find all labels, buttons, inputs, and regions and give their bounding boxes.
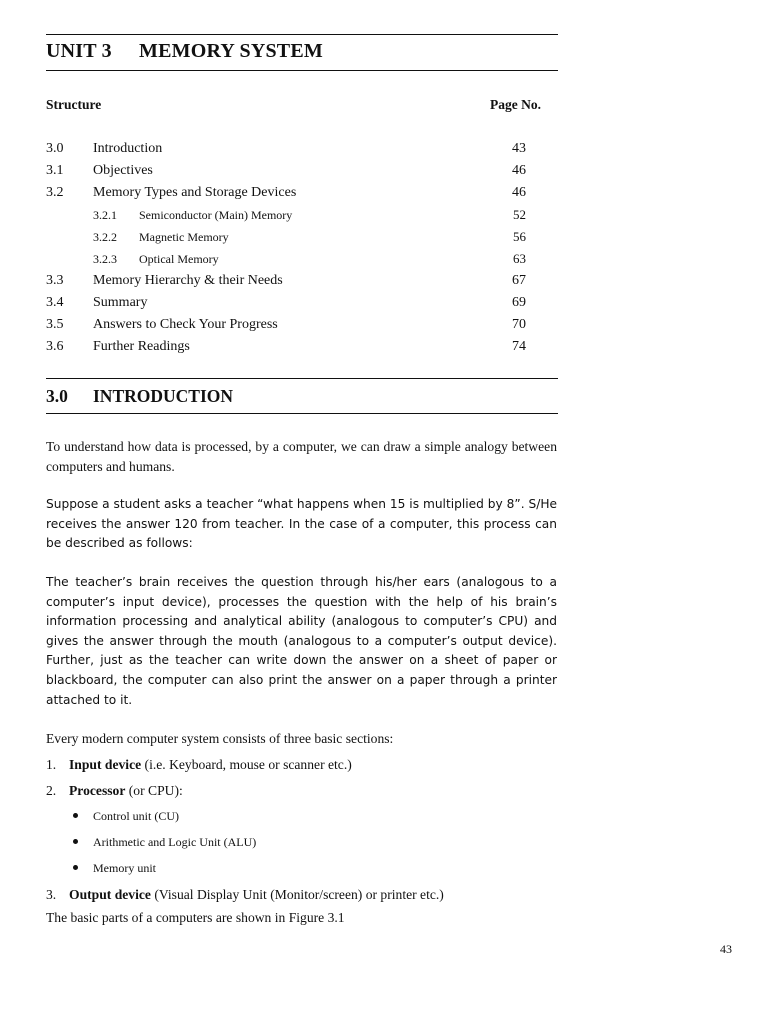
unit-title [46, 40, 323, 63]
toc-row-3-2-1[interactable] [46, 206, 526, 228]
paragraph-analogy: To understand how data is processed, by a computer, we can draw a simple analogy between computers and humans. [46, 439, 557, 474]
list-number: 2. [46, 783, 57, 799]
toc-number: 3.2.1 [93, 208, 117, 222]
toc-row-3-2-3[interactable] [46, 250, 526, 272]
toc-title: Further Readings [93, 339, 190, 354]
toc-page: 74 [512, 339, 526, 354]
bullet-item [69, 833, 557, 851]
toc-title: Memory Types and Storage Devices [93, 185, 297, 200]
toc-page: 46 [512, 163, 526, 178]
toc-row-3-1[interactable] [46, 162, 526, 184]
list-item-bold: Processor [69, 783, 126, 799]
section-bottom-rule [46, 413, 558, 414]
toc-number: 3.2.3 [93, 252, 117, 266]
bullet-item [69, 807, 557, 825]
introduction-body [46, 437, 557, 912]
list-item-bold: Input device [69, 756, 142, 772]
processor-parts-list [69, 807, 557, 877]
toc-number: 3.0 [46, 141, 64, 156]
toc-page: 56 [513, 229, 526, 244]
toc-page: 69 [512, 295, 526, 310]
section-title-text: INTRODUCTION [93, 386, 234, 406]
section-number: 3.0 [46, 386, 68, 406]
top-rule [46, 34, 558, 35]
structure-label: Structure [46, 97, 102, 112]
title-underline-rule [46, 70, 558, 71]
toc-number: 3.1 [46, 163, 64, 178]
toc-row-3-2-2[interactable] [46, 228, 526, 250]
table-of-contents [46, 140, 526, 360]
toc-title: Objectives [93, 163, 153, 178]
bullet-text: Control unit (CU) [93, 808, 179, 823]
toc-page: 46 [512, 185, 526, 200]
list-item-rest: (Visual Display Unit (Monitor/screen) or printer etc.) [150, 886, 444, 902]
toc-row-3-6[interactable] [46, 338, 526, 360]
toc-title: Memory Hierarchy & their Needs [93, 273, 283, 288]
bullet-icon [73, 865, 78, 870]
paragraph-student-teacher: Suppose a student asks a teacher “what happens when 15 is multiplied by 8”. S/He receives the answer 120 from teacher. In the case of a computer, this process can be described as follows: [46, 497, 557, 551]
list-item-bold: Output device [69, 886, 151, 902]
page-number: 43 [720, 942, 732, 956]
list-item-output-device [46, 885, 557, 905]
toc-row-3-4[interactable] [46, 294, 526, 316]
toc-title: Magnetic Memory [139, 230, 229, 244]
toc-title: Answers to Check Your Progress [93, 317, 278, 332]
list-item-rest: (i.e. Keyboard, mouse or scanner etc.) [141, 756, 352, 772]
page-no-label: Page No. [490, 97, 541, 112]
list-item-rest: (or CPU): [125, 783, 183, 799]
toc-page: 43 [512, 141, 526, 156]
toc-row-3-2[interactable] [46, 184, 526, 206]
toc-page: 67 [512, 273, 526, 288]
list-item-processor [46, 781, 557, 877]
toc-page: 52 [513, 207, 526, 222]
section-top-rule [46, 378, 558, 379]
toc-page: 63 [513, 251, 526, 266]
toc-page: 70 [512, 317, 526, 332]
toc-row-3-0[interactable] [46, 140, 526, 162]
figure-reference-line: The basic parts of a computers are shown in Figure 3.1 [46, 910, 345, 925]
toc-number: 3.6 [46, 339, 64, 354]
toc-number: 3.2 [46, 185, 64, 200]
unit-number: UNIT 3 [46, 40, 112, 62]
toc-number: 3.5 [46, 317, 64, 332]
toc-number: 3.3 [46, 273, 64, 288]
toc-number: 3.2.2 [93, 230, 117, 244]
list-item-input-device [46, 755, 557, 775]
toc-title: Semiconductor (Main) Memory [139, 208, 293, 222]
toc-row-3-5[interactable] [46, 316, 526, 338]
bullet-text: Arithmetic and Logic Unit (ALU) [93, 834, 257, 849]
bullet-icon [73, 813, 78, 818]
toc-title: Optical Memory [139, 252, 219, 266]
toc-number: 3.4 [46, 295, 64, 310]
unit-title-text: MEMORY SYSTEM [139, 40, 323, 62]
basic-sections-list [46, 755, 557, 905]
toc-row-3-3[interactable] [46, 272, 526, 294]
paragraph-brain-analogy: The teacher’s brain receives the question through his/her ears (analogous to a computer’s input device), processes the question with the help of his brain’s information processing and analytical ability (analogous to computer’s CPU) and gives the answer through the mouth (analogous to a computer’s output device). Further, just as the teacher can write down the answer on a sheet of paper or blackboard, the computer can also print the answer on a paper through a printer attached to it. [46, 574, 557, 707]
list-number: 3. [46, 886, 57, 902]
bullet-icon [73, 839, 78, 844]
bullet-text: Memory unit [93, 860, 156, 875]
toc-title: Summary [93, 295, 148, 310]
section-heading [46, 386, 233, 407]
bullet-item [69, 859, 557, 877]
structure-header [46, 97, 541, 113]
paragraph-basic-sections: Every modern computer system consists of three basic sections: [46, 731, 394, 747]
toc-title: Introduction [93, 141, 163, 156]
list-number: 1. [46, 756, 57, 772]
